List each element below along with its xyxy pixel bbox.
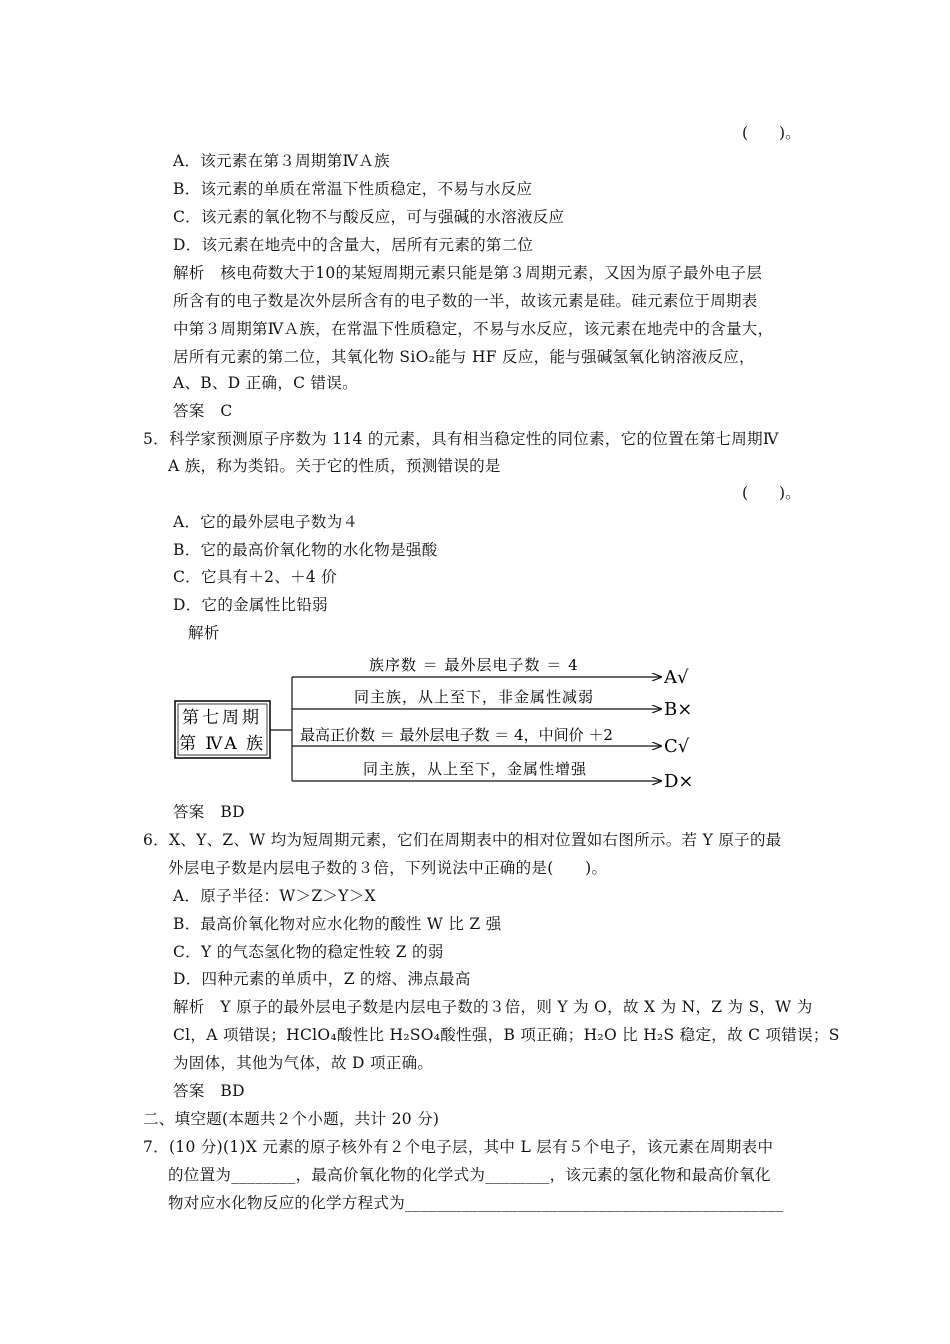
diagram-result-d: D× [664,771,694,792]
q6-stem-line: 6．X、Y、Z、W 均为短周期元素，它们在周期表中的相对位置如右图所示。若 Y 原子的最 [143,831,782,849]
q7-stem-line: 7．(10 分)(1)X 元素的原子核外有２个电子层，其中 L 层有５个电子，该元素在周期表中 [143,1138,774,1156]
diagram-result-b: B× [664,699,693,720]
q5-answer: 答案 BD [173,803,245,821]
q6-analysis-line: Cl，A 项错误；HClO₄酸性比 H₂SO₄酸性强，B 项正确；H₂O 比 H₂S 稳定，故 C 项错误；S [173,1026,840,1044]
q6-analysis-line: 为固体，其他为气体，故 D 项正确。 [173,1054,434,1072]
q4-answer: 答案 C [173,402,233,420]
q4-option-a: A．该元素在第３周期第ⅣＡ族 [173,152,390,170]
q6-option-a: A．原子半径：W＞Z＞Y＞X [173,887,376,905]
section-heading: 二、填空题(本题共２个小题，共计 20 分) [143,1110,440,1128]
q5-answer-paren: ( )。 [742,484,801,502]
q5-option-a: A．它的最外层电子数为４ [173,513,359,531]
q4-option-c: C．该元素的氧化物不与酸反应，可与强碱的水溶液反应 [173,208,565,226]
q4-option-d: D．该元素在地壳中的含量大，居所有元素的第二位 [173,236,534,254]
diagram-branch-a-text: 族序数 ＝ 最外层电子数 ＝ 4 [369,656,579,674]
q5-stem-line: 5．科学家预测原子序数为 114 的元素，具有相当稳定性的同位素，它的位置在第七周期Ⅳ [143,430,779,448]
q4-analysis-line: 居所有元素的第二位，其氧化物 SiO₂能与 HF 反应，能与强碱氢氧化钠溶液反应， [173,348,755,366]
q4-option-b: B．该元素的单质在常温下性质稳定，不易与水反应 [173,180,533,198]
diagram-branch-d-text: 同主族，从上至下，金属性增强 [363,760,588,778]
q4-answer-paren: ( )。 [742,124,801,142]
q7-stem-line: 物对应水化物反应的化学方程式为_______________________________________________ [168,1194,784,1212]
q6-option-d: D．四种元素的单质中，Z 的熔、沸点最高 [173,970,471,988]
q6-answer: 答案 BD [173,1082,245,1100]
q5-option-d: D．它的金属性比铅弱 [173,596,328,614]
diagram-branch-b-text: 同主族，从上至下，非金属性减弱 [354,688,595,706]
diagram-box-line1: 第七周期 [182,708,262,728]
diagram-branch-c-text: 最高正价数 ＝ 最外层电子数 ＝ 4，中间价 ＋2 [300,726,613,744]
q5-option-b: B．它的最高价氧化物的水化物是强酸 [173,541,438,559]
q4-analysis-line: A、B、D 正确，C 错误。 [173,374,358,392]
q5-analysis-label: 解析 [188,624,220,642]
q6-option-c: C．Y 的气态氢化物的稳定性较 Z 的弱 [173,943,444,961]
q5-analysis-diagram [174,650,714,795]
q5-stem-line: A 族，称为类铅。关于它的性质，预测错误的是 [168,457,501,475]
q6-analysis-line: 解析 Y 原子的最外层电子数是内层电子数的３倍，则 Y 为 O，故 X 为 N，Z 为 S，W 为 [173,998,813,1016]
q4-analysis-line: 解析 核电荷数大于10的某短周期元素只能是第３周期元素，又因为原子最外电子层 [173,264,763,282]
q6-option-b: B．最高价氧化物对应水化物的酸性 W 比 Z 强 [173,915,502,933]
q5-option-c: C．它具有＋2、＋4 价 [173,568,338,586]
q4-analysis-line: 所含有的电子数是次外层所含有的电子数的一半，故该元素是硅。硅元素位于周期表 [173,292,758,310]
q7-stem-line: 的位置为________，最高价氧化物的化学式为________，该元素的氢化物和最高价氧化 [168,1166,771,1184]
diagram-result-c: C√ [664,736,690,757]
q4-analysis-line: 中第３周期第ⅣＡ族，在常温下性质稳定，不易与水反应，该元素在地壳中的含量大， [173,320,774,338]
q6-stem-line: 外层电子数是内层电子数的３倍，下列说法中正确的是( )。 [168,859,608,877]
diagram-box-line2: 第 ⅣA 族 [178,734,266,754]
diagram-result-a: A√ [664,667,689,688]
